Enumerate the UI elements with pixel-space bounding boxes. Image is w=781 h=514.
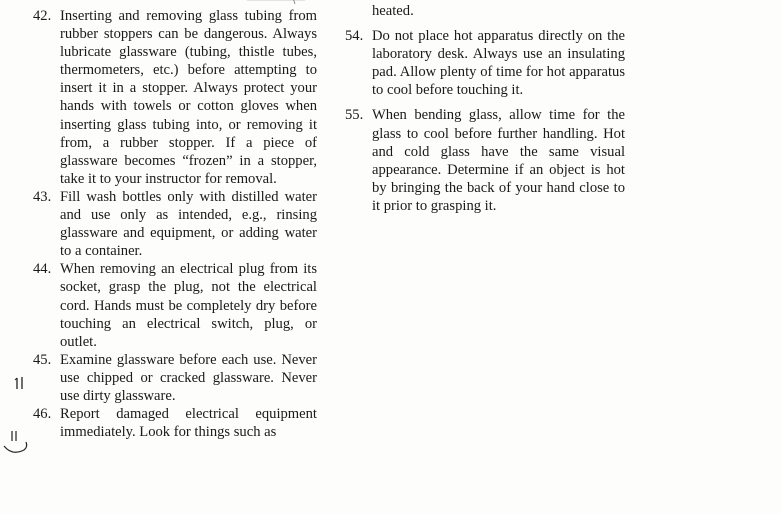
rule-continuation: [345, 2, 625, 20]
rule-number: 45.: [33, 351, 52, 368]
rule-item-55: [345, 106, 625, 215]
rule-number: 46.: [33, 406, 52, 423]
rule-text: Report damaged electrical equipment immediately. Look for things such as: [60, 406, 317, 441]
rule-item-43: [33, 188, 317, 260]
handwritten-tally-icon: [14, 376, 28, 392]
handwritten-mark-45: [14, 376, 28, 396]
continuation-text: heated.: [372, 3, 414, 19]
rule-text: When bending glass, allow time for the glass to cool before further handling. Hot and cold glass have the same visual appearance. Determine if an object is hot by bringing the back of your hand close to it prior to grasping it.: [372, 107, 625, 214]
rule-item-45: [33, 351, 317, 405]
rule-item-44: [33, 260, 317, 350]
rule-number: 54.: [345, 28, 364, 45]
rule-number: 55.: [345, 107, 364, 124]
rule-item-46: [33, 405, 317, 441]
top-edge-artifact: [245, 0, 325, 6]
rule-item-54: [345, 27, 625, 99]
rule-number: 42.: [33, 8, 52, 24]
handwritten-mark-46: [2, 428, 30, 458]
rule-text: Do not place hot apparatus directly on the laboratory desk. Always use an insulating pad. Allow plenty of time for hot apparatus to cool before touching it.: [372, 28, 625, 99]
rule-text: Fill wash bottles only with distilled water and use only as intended, e.g., rinsing glassware and equipment, or adding water to a container.: [60, 188, 317, 260]
rule-text: Examine glassware before each use. Never use chipped or cracked glassware. Never use dirty glassware.: [60, 351, 317, 404]
rule-number: 43.: [33, 188, 52, 205]
rule-text: Inserting and removing glass tubing from rubber stoppers can be dangerous. Always lubricate glassware (tubing, thistle tubes, thermometers, etc.) before attempting to insert it in a stopper. Always protect your hands with towels or cotton gloves when inserting glass tubing into, or removing it from, a rubber stopper. If a piece of glassware becomes “frozen” in a stopper, take it to your instructor for removal.: [60, 8, 317, 187]
left-column: [33, 7, 317, 441]
rule-text: When removing an electrical plug from its socket, grasp the plug, not the electrical cord. Hands must be completely dry before touching an electrical switch, plug, or outlet.: [60, 261, 317, 350]
right-column: [345, 2, 625, 215]
rule-number: 44.: [33, 261, 52, 278]
rule-item-42: [33, 7, 317, 188]
handwritten-check-icon: [2, 428, 30, 458]
